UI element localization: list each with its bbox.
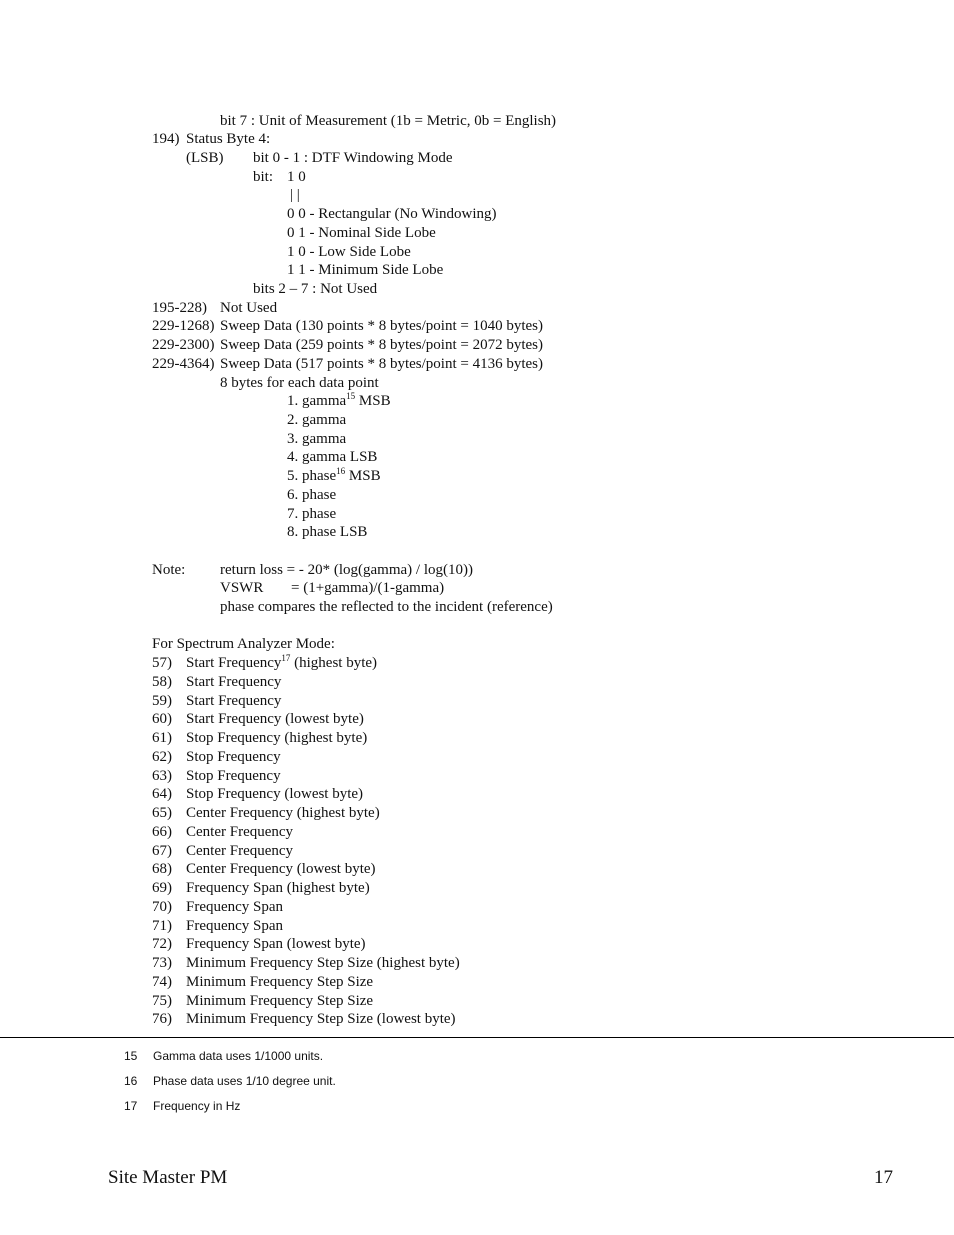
- item-number: 229-1268): [152, 318, 215, 334]
- spectrum-item-text: [186, 785, 363, 803]
- data-point-tail: MSB: [345, 468, 381, 484]
- spectrum-item-number: 65): [152, 805, 172, 821]
- footnote-text: Frequency in Hz: [153, 1099, 241, 1113]
- spectrum-item-text: [186, 748, 281, 766]
- bits27-line: bits 2 – 7 : Not Used: [253, 281, 378, 297]
- footnote-ref: 15: [346, 391, 356, 401]
- spectrum-item-label: Start Frequency (lowest byte): [186, 711, 364, 727]
- bit-pipes: | |: [290, 187, 300, 203]
- page-number: 17: [874, 1167, 893, 1188]
- item-number: 194): [152, 131, 180, 147]
- spectrum-item-number: 74): [152, 974, 172, 990]
- spectrum-item-text: [186, 692, 281, 710]
- spectrum-item-text: [186, 898, 283, 916]
- note-vswr-label: VSWR: [220, 580, 264, 596]
- spectrum-item-number: 64): [152, 786, 172, 802]
- data-point-item: [287, 467, 381, 485]
- footer-title: Site Master PM: [108, 1167, 228, 1188]
- spectrum-item-number: 59): [152, 693, 172, 709]
- footnote-number: 16: [124, 1074, 138, 1088]
- footnote-divider: [0, 1037, 954, 1038]
- data-point-item: [287, 392, 391, 410]
- bit01-line: bit 0 - 1 : DTF Windowing Mode: [253, 150, 453, 166]
- spectrum-item-text: [186, 729, 367, 747]
- mode-item: 1 0 - Low Side Lobe: [287, 244, 411, 260]
- spectrum-item-label: Start Frequency: [186, 674, 282, 690]
- item-text: Not Used: [220, 300, 278, 316]
- data-point-text: 1. gamma: [287, 393, 347, 409]
- note-vswr-value: = (1+gamma)/(1-gamma): [291, 580, 445, 596]
- spectrum-item-text: [186, 917, 283, 935]
- spectrum-item-text: [186, 879, 370, 897]
- spectrum-item-number: 75): [152, 993, 172, 1009]
- spectrum-heading: For Spectrum Analyzer Mode:: [152, 636, 335, 652]
- spectrum-item-number: 70): [152, 899, 172, 915]
- spectrum-item-text: [186, 973, 373, 991]
- item-194: [152, 130, 180, 148]
- spectrum-item-number: 60): [152, 711, 172, 727]
- bit-header-label: bit:: [253, 169, 274, 185]
- mode-item: 0 0 - Rectangular (No Windowing): [287, 206, 497, 222]
- bit-header-value: 1 0: [287, 169, 306, 185]
- spectrum-item-text: [186, 860, 376, 878]
- spectrum-item-text: [186, 1010, 456, 1028]
- spectrum-item-number: 58): [152, 674, 172, 690]
- lsb-label: (LSB): [186, 150, 224, 166]
- mode-item: 0 1 - Nominal Side Lobe: [287, 225, 436, 241]
- footnote-number: 15: [124, 1049, 138, 1063]
- spectrum-item-number: 61): [152, 730, 172, 746]
- mode-item: 1 1 - Minimum Side Lobe: [287, 262, 444, 278]
- spectrum-item-text: [186, 673, 281, 691]
- footnote-ref: 16: [336, 466, 346, 476]
- spectrum-item-number: 71): [152, 918, 172, 934]
- spectrum-item-text: [186, 842, 293, 860]
- data-point-item: 2. gamma: [287, 412, 347, 428]
- spectrum-item-number: 69): [152, 880, 172, 896]
- spectrum-item-text: [186, 654, 377, 672]
- spectrum-item-text: [186, 767, 281, 785]
- spectrum-item-label: Minimum Frequency Step Size (highest byte): [186, 955, 460, 971]
- spectrum-item-label: Stop Frequency (highest byte): [186, 730, 368, 746]
- spectrum-item-text: [186, 823, 293, 841]
- item-number: 229-4364): [152, 356, 215, 372]
- spectrum-item-label: Frequency Span: [186, 918, 284, 934]
- spectrum-item-label: Minimum Frequency Step Size (lowest byte): [186, 1011, 456, 1027]
- item-text: Sweep Data (517 points * 8 bytes/point = 4136 bytes): [220, 356, 544, 372]
- data-point-item: 4. gamma LSB: [287, 449, 378, 465]
- note-return-loss: return loss = - 20* (log(gamma) / log(10)): [220, 562, 473, 578]
- spectrum-item-number: 73): [152, 955, 172, 971]
- spectrum-item-number: 57): [152, 655, 172, 671]
- spectrum-item-number: 67): [152, 843, 172, 859]
- spectrum-item-text: [186, 935, 366, 953]
- spectrum-item-label: Frequency Span (lowest byte): [186, 936, 366, 952]
- spectrum-item-text: [186, 804, 380, 822]
- spectrum-item-text: [186, 710, 364, 728]
- footnote-text: Phase data uses 1/10 degree unit.: [153, 1074, 336, 1088]
- spectrum-item-label: Stop Frequency (lowest byte): [186, 786, 364, 802]
- spectrum-item-label: Center Frequency (lowest byte): [186, 861, 376, 877]
- spectrum-item-label: Stop Frequency: [186, 749, 281, 765]
- data-point-item: 6. phase: [287, 487, 337, 503]
- bytes-per-point: 8 bytes for each data point: [220, 375, 379, 391]
- note-phase: phase compares the reflected to the incident (reference): [220, 599, 553, 615]
- spectrum-item-number: 72): [152, 936, 172, 952]
- spectrum-item-label: Center Frequency: [186, 843, 294, 859]
- spectrum-item-label: Center Frequency: [186, 824, 294, 840]
- footnote-number: 17: [124, 1099, 138, 1113]
- footnote-text: Gamma data uses 1/1000 units.: [153, 1049, 324, 1063]
- spectrum-item-number: 62): [152, 749, 172, 765]
- item-number: 195-228): [152, 300, 207, 316]
- spectrum-item-number: 76): [152, 1011, 172, 1027]
- spectrum-item-text: [186, 954, 460, 972]
- data-point-text: 5. phase: [287, 468, 337, 484]
- spectrum-item-label: Stop Frequency: [186, 768, 281, 784]
- note-label: Note:: [152, 562, 186, 578]
- spectrum-item-number: 66): [152, 824, 172, 840]
- item-text: Sweep Data (259 points * 8 bytes/point = 2072 bytes): [220, 337, 544, 353]
- spectrum-item-label: Frequency Span: [186, 899, 284, 915]
- spectrum-item-label: Start Frequency: [186, 655, 282, 671]
- footnote-ref: 17: [281, 653, 291, 663]
- spectrum-item-text: [186, 992, 373, 1010]
- spectrum-item-label: Start Frequency: [186, 693, 282, 709]
- item-number: 229-2300): [152, 337, 215, 353]
- spectrum-item-label: Frequency Span (highest byte): [186, 880, 370, 896]
- item-text: Sweep Data (130 points * 8 bytes/point = 1040 bytes): [220, 318, 544, 334]
- data-point-item: 3. gamma: [287, 431, 347, 447]
- bit7-line: bit 7 : Unit of Measurement (1b = Metric, 0b = English): [220, 113, 557, 129]
- spectrum-item-label: Center Frequency (highest byte): [186, 805, 380, 821]
- spectrum-item-number: 68): [152, 861, 172, 877]
- spectrum-item-tail: (highest byte): [290, 655, 378, 671]
- spectrum-item-label: Minimum Frequency Step Size: [186, 993, 374, 1009]
- data-point-tail: MSB: [355, 393, 391, 409]
- data-point-item: 7. phase: [287, 506, 337, 522]
- spectrum-item-label: Minimum Frequency Step Size: [186, 974, 374, 990]
- item-194-label: Status Byte 4:: [186, 131, 271, 147]
- data-point-item: 8. phase LSB: [287, 524, 368, 540]
- spectrum-item-number: 63): [152, 768, 172, 784]
